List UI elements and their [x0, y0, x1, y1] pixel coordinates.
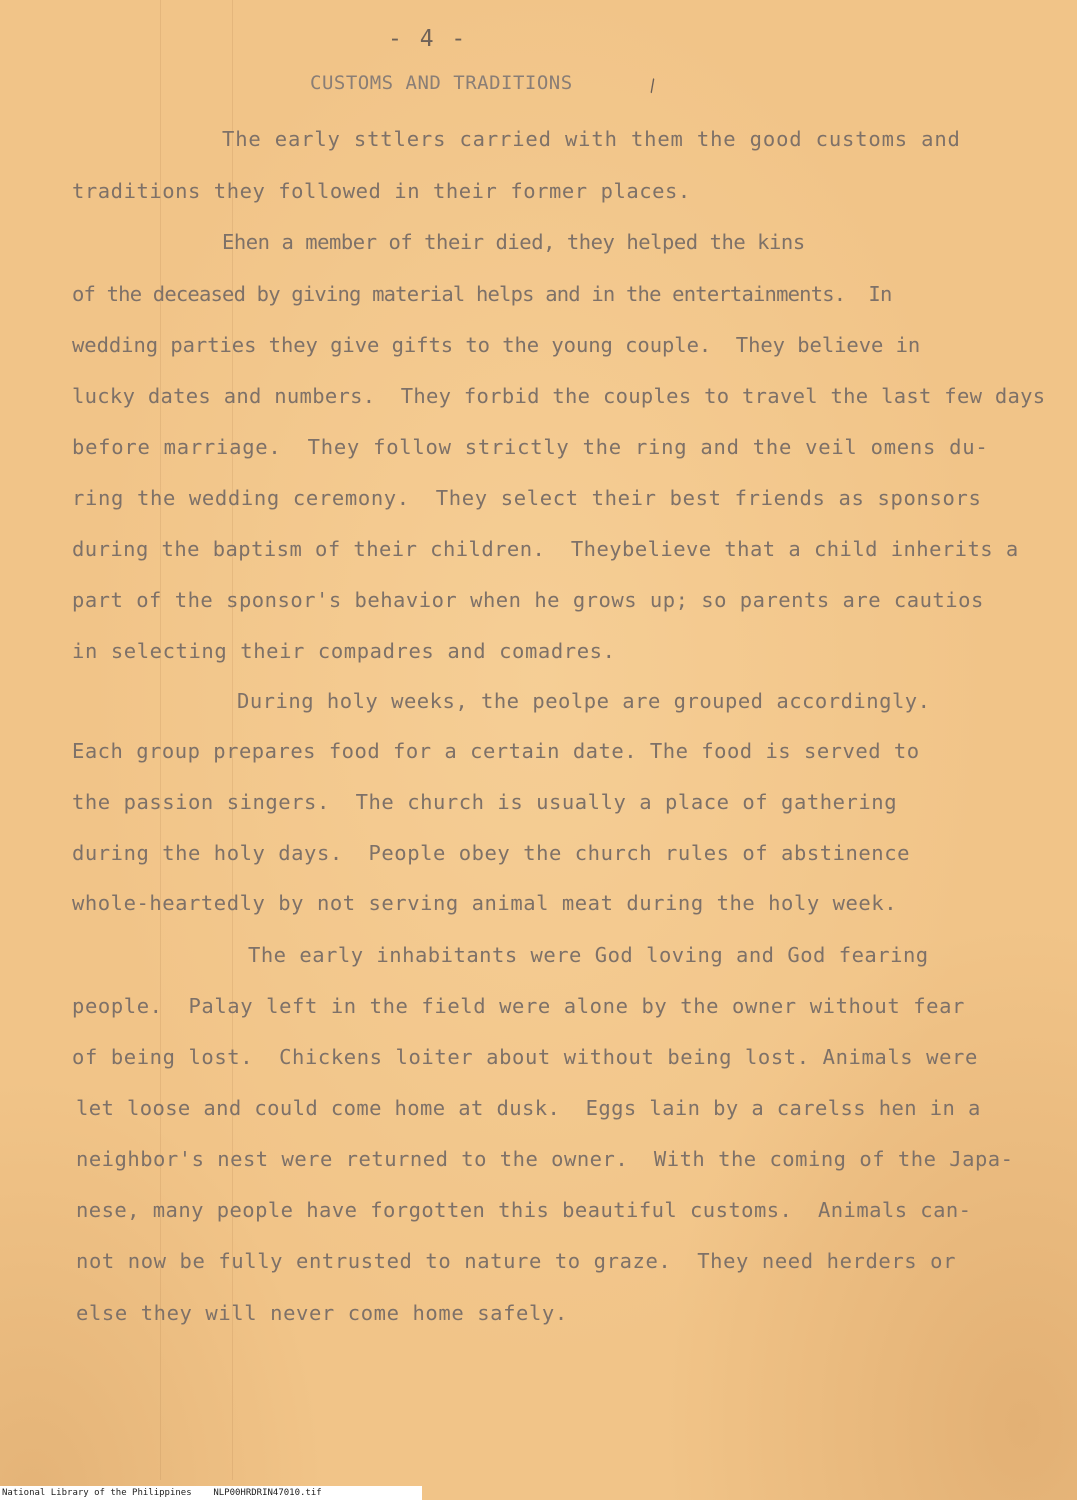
text-line: lucky dates and numbers. They forbid the couples to travel the last few days — [72, 384, 1046, 408]
text-line: before marriage. They follow strictly the ring and the veil omens du- — [72, 435, 989, 459]
text-line: whole-heartedly by not serving animal meat during the holy week. — [72, 891, 898, 915]
text-line: of being lost. Chickens loiter about without being lost. Animals were — [72, 1045, 978, 1069]
text-line: else they will never come home safely. — [76, 1301, 568, 1325]
page-number: - 4 - — [388, 26, 468, 52]
text-line: people. Palay left in the field were alone by the owner without fear — [72, 994, 966, 1018]
text-line: ring the wedding ceremony. They select their best friends as sponsors — [72, 486, 982, 510]
text-line: let loose and could come home at dusk. Eggs lain by a carelss hen in a — [76, 1096, 981, 1120]
text-line: The early inhabitants were God loving and God fearing — [248, 943, 929, 967]
text-line: traditions they followed in their former places. — [72, 179, 691, 203]
stray-mark: \ — [643, 74, 663, 97]
text-line: The early sttlers carried with them the good customs and — [222, 127, 961, 151]
text-line: in selecting their compadres and comadres. — [72, 639, 616, 663]
text-line: neighbor's nest were returned to the owner. With the coming of the Japa- — [76, 1147, 1014, 1171]
text-line: nese, many people have forgotten this beautiful customs. Animals can- — [76, 1198, 972, 1222]
text-line: not now be fully entrusted to nature to graze. They need herders or — [76, 1249, 957, 1273]
text-line: part of the sponsor's behavior when he grows up; so parents are cautios — [72, 588, 984, 612]
text-line: of the deceased by giving material helps and in the entertainments. In — [72, 282, 892, 306]
text-line: Ehen a member of their died, they helped the kins — [222, 230, 805, 254]
section-heading: CUSTOMS AND TRADITIONS — [310, 72, 573, 94]
text-line: during the holy days. People obey the church rules of abstinence — [72, 841, 910, 865]
text-line: the passion singers. The church is usually a place of gathering — [72, 790, 898, 814]
text-line: wedding parties they give gifts to the young couple. They believe in — [72, 333, 921, 357]
text-line: during the baptism of their children. Theybelieve that a child inherits a — [72, 537, 1019, 561]
text-line: Each group prepares food for a certain date. The food is served to — [72, 739, 920, 763]
archive-footer: National Library of the Philippines NLP00HRDRIN47010.tif — [0, 1486, 422, 1500]
text-line: During holy weeks, the peolpe are grouped accordingly. — [237, 689, 931, 713]
